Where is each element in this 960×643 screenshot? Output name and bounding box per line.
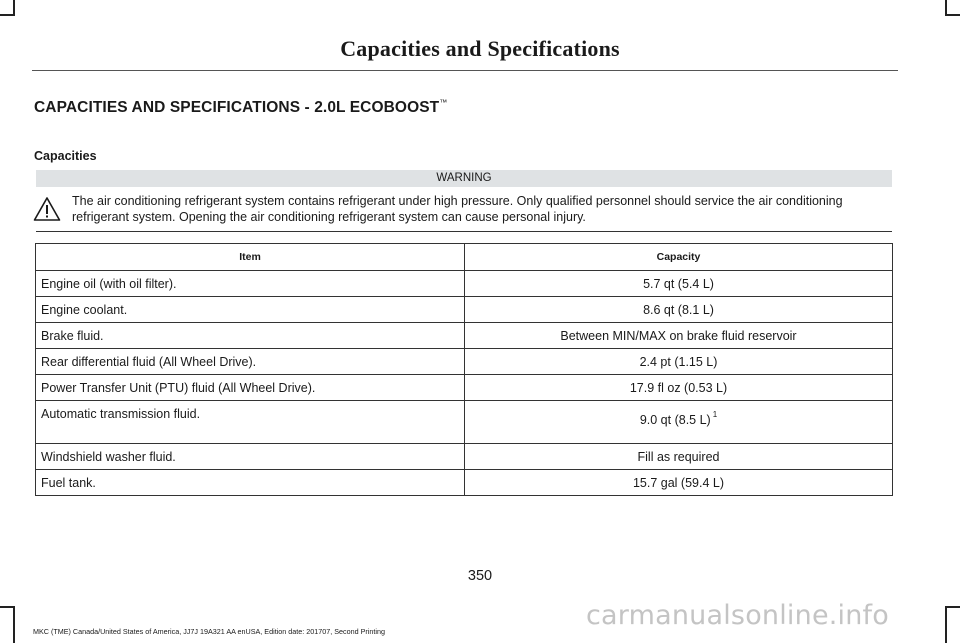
section-title bbox=[34, 99, 447, 117]
header-divider bbox=[32, 70, 898, 71]
warning-divider bbox=[36, 231, 892, 232]
crop-mark bbox=[0, 14, 15, 16]
page-number: 350 bbox=[467, 568, 493, 584]
table-row bbox=[36, 349, 893, 375]
capacity-cell: 15.7 gal (59.4 L) bbox=[465, 470, 893, 496]
warning-text: The air conditioning refrigerant system contains refrigerant under high pressure. Only qualified personnel should service the air conditioning refrigerant system. Opening the air conditioning refrigerant system can cause personal injury. bbox=[72, 194, 843, 224]
table-row bbox=[36, 401, 893, 444]
crop-mark bbox=[945, 14, 960, 16]
capacity-value: 9.0 qt (8.5 L) bbox=[639, 413, 711, 427]
trademark-symbol: ™ bbox=[439, 98, 448, 107]
table-row bbox=[36, 470, 893, 496]
capacity-cell: 17.9 fl oz (0.53 L) bbox=[465, 375, 893, 401]
warning-label: WARNING bbox=[36, 170, 892, 187]
column-header-capacity: Capacity bbox=[465, 244, 893, 271]
crop-mark bbox=[13, 606, 15, 643]
capacity-cell: 2.4 pt (1.15 L) bbox=[465, 349, 893, 375]
item-cell: Automatic transmission fluid. bbox=[36, 401, 465, 444]
warning-triangle-icon bbox=[33, 196, 61, 222]
table-row bbox=[36, 323, 893, 349]
crop-mark bbox=[945, 606, 947, 643]
capacity-cell: Fill as required bbox=[465, 444, 893, 470]
footer-edition-info: MKC (TME) Canada/United States of America, JJ7J 19A321 AA enUSA, Edition date: 201707, Second Printing bbox=[33, 627, 385, 636]
item-cell: Rear differential fluid (All Wheel Drive). bbox=[36, 349, 465, 375]
capacity-cell bbox=[465, 401, 893, 444]
subheading: Capacities bbox=[34, 149, 97, 163]
item-cell: Windshield washer fluid. bbox=[36, 444, 465, 470]
table-row bbox=[36, 444, 893, 470]
table-header-row bbox=[36, 244, 893, 271]
watermark: carmanualsonline.info bbox=[586, 600, 889, 631]
item-cell: Power Transfer Unit (PTU) fluid (All Wheel Drive). bbox=[36, 375, 465, 401]
table-row bbox=[36, 271, 893, 297]
page-header: Capacities and Specifications bbox=[340, 36, 620, 61]
capacity-cell: Between MIN/MAX on brake fluid reservoir bbox=[465, 323, 893, 349]
capacity-cell: 5.7 qt (5.4 L) bbox=[465, 271, 893, 297]
item-cell: Fuel tank. bbox=[36, 470, 465, 496]
capacities-table bbox=[35, 243, 893, 496]
item-cell: Engine coolant. bbox=[36, 297, 465, 323]
footnote-marker: 1 bbox=[712, 410, 718, 419]
table-row bbox=[36, 297, 893, 323]
crop-mark bbox=[0, 606, 15, 608]
item-cell: Brake fluid. bbox=[36, 323, 465, 349]
section-title-text: CAPACITIES AND SPECIFICATIONS - 2.0L ECOBOOST bbox=[34, 99, 440, 116]
crop-mark bbox=[945, 606, 960, 608]
table-row bbox=[36, 375, 893, 401]
item-cell: Engine oil (with oil filter). bbox=[36, 271, 465, 297]
column-header-item: Item bbox=[36, 244, 465, 271]
capacity-cell: 8.6 qt (8.1 L) bbox=[465, 297, 893, 323]
